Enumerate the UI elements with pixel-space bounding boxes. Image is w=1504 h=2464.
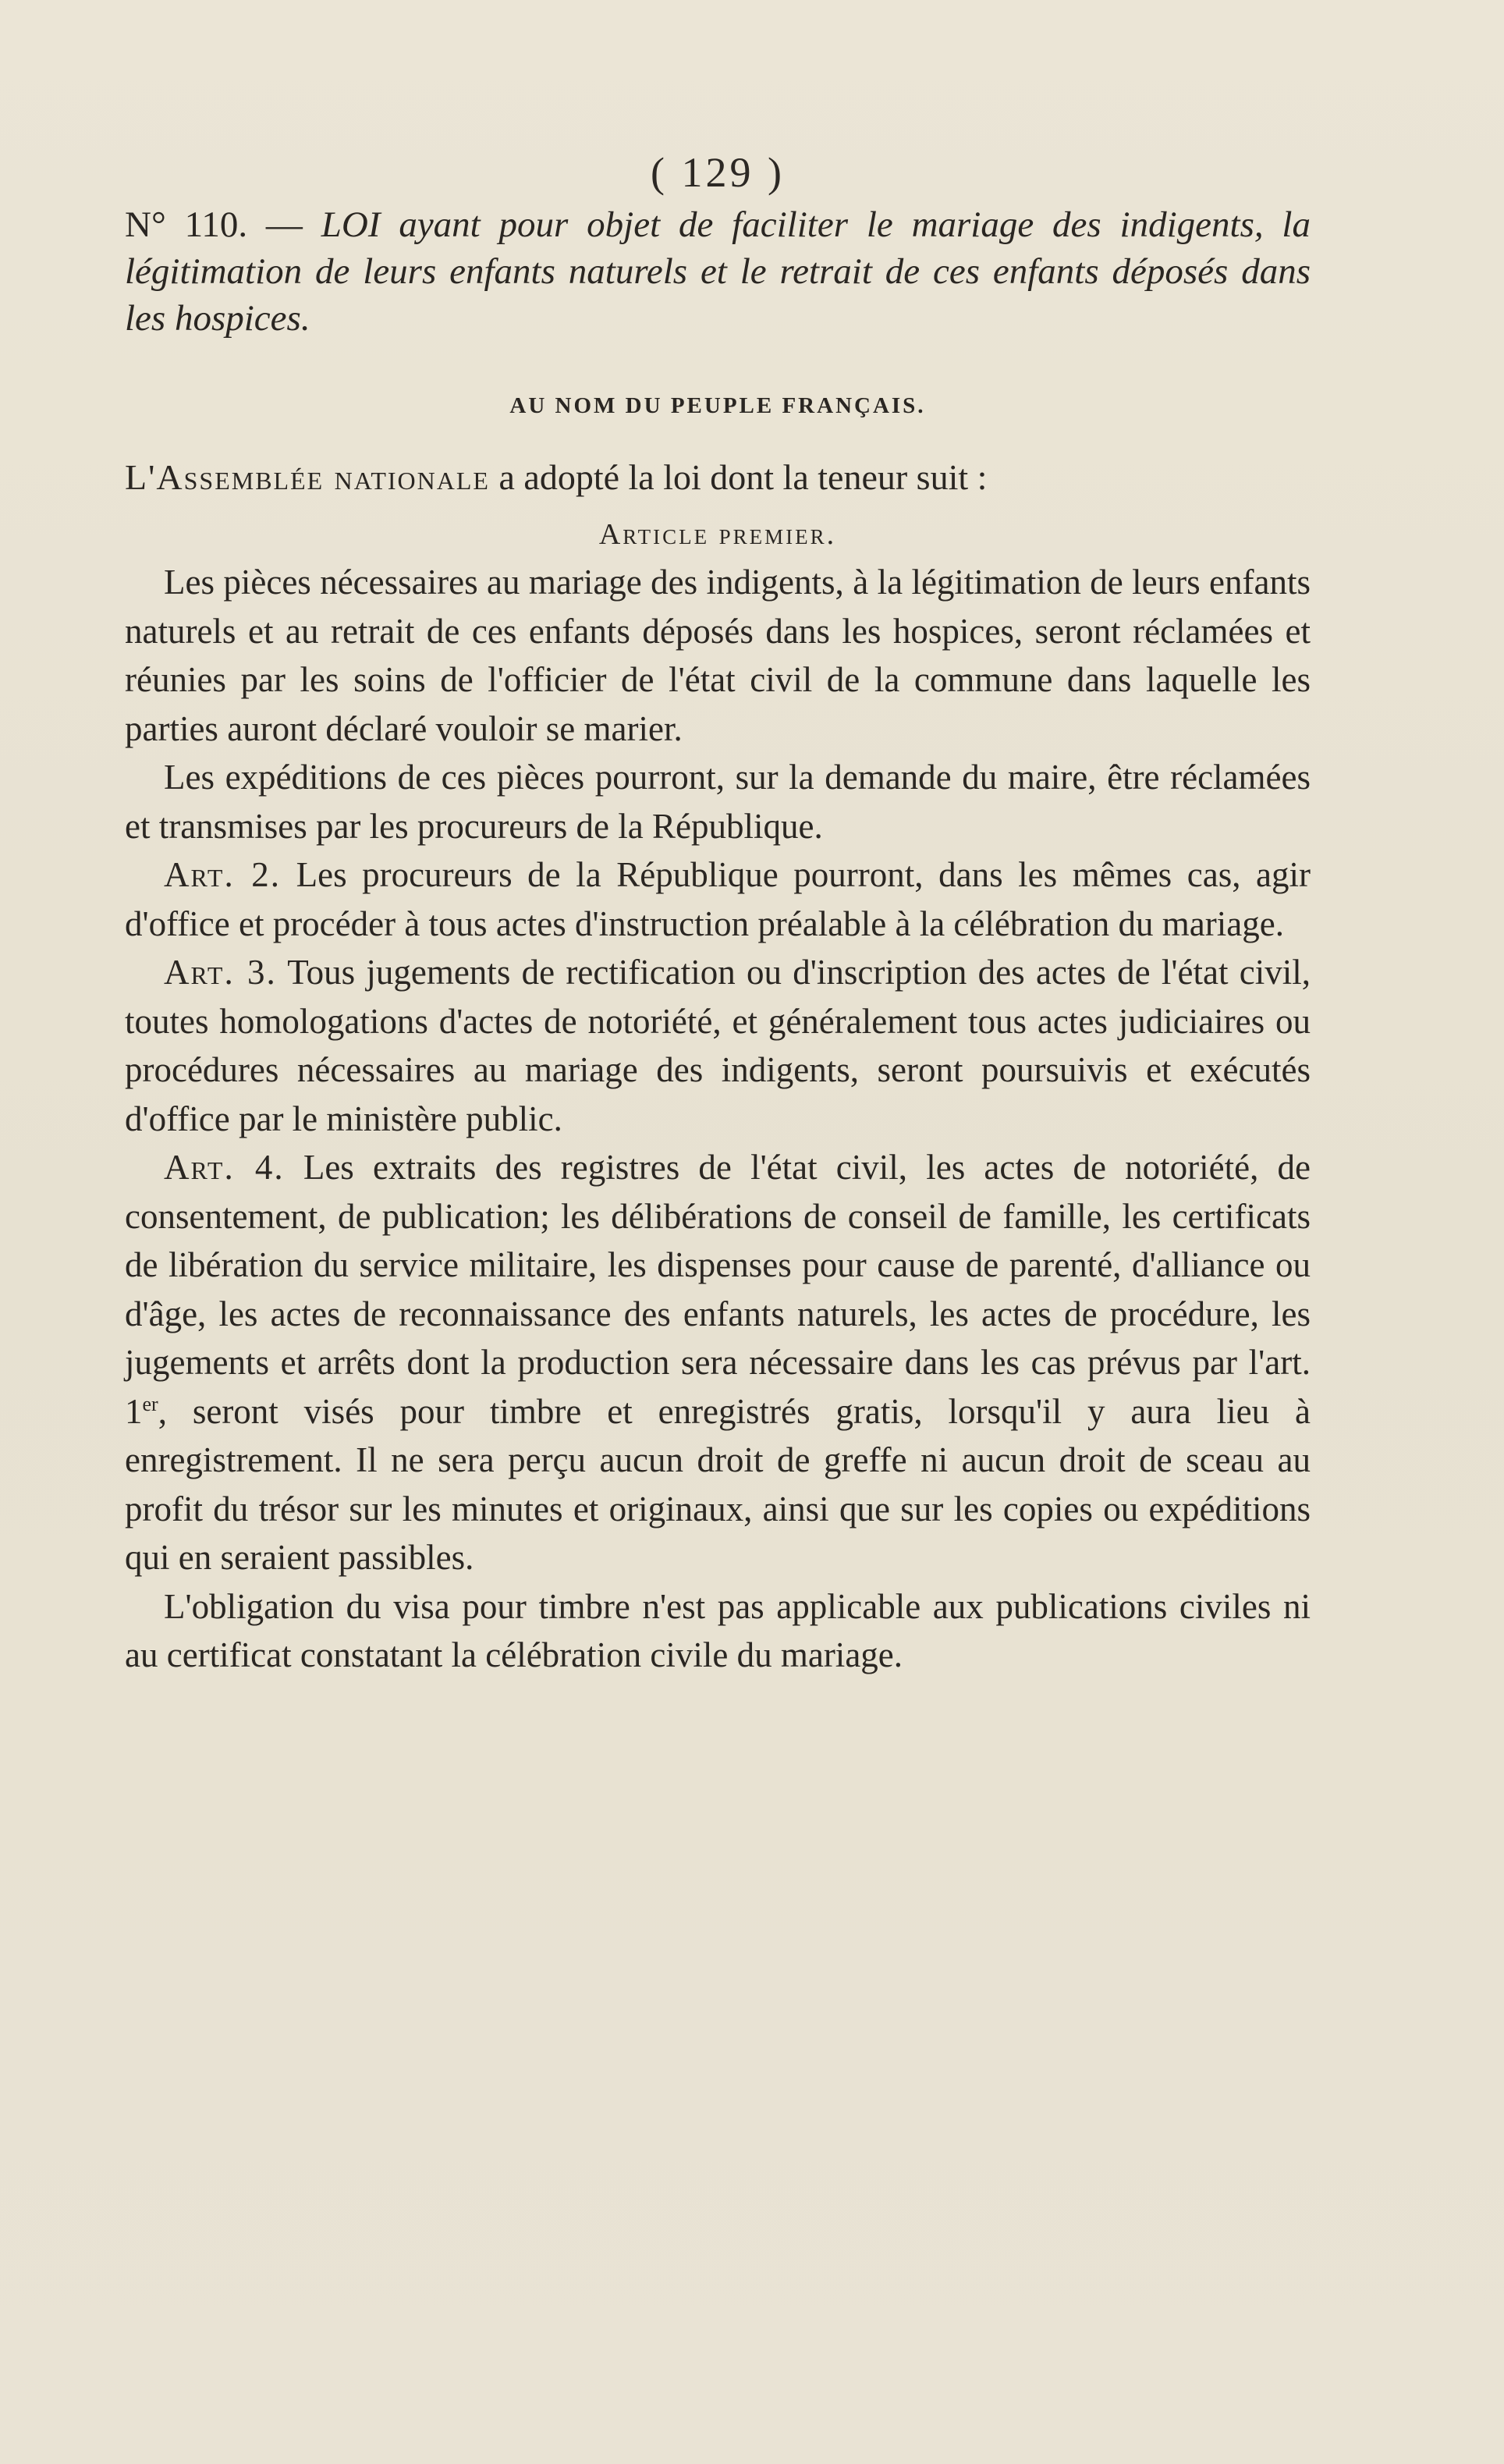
sub-header: AU NOM DU PEUPLE FRANÇAIS.	[509, 393, 926, 418]
page-content	[125, 148, 1311, 1680]
page-number: ( 129 )	[651, 149, 785, 196]
paragraph-article-4-b	[125, 1582, 1311, 1680]
paragraph-text: Les expéditions de ces pièces pourront, sur la demande du maire, être réclamées et transmises par les procureurs de la République.	[125, 758, 1311, 846]
paragraph-article-3	[125, 948, 1311, 1143]
article-label: Art. 4.	[164, 1148, 285, 1187]
law-heading	[125, 201, 1311, 342]
preamble-subject: L'Assemblée nationale	[125, 457, 490, 497]
paragraph-text: Tous jugements de rectification ou d'inscription des actes de l'état civil, toutes homologations d'actes de notoriété, et généralement tous actes judiciaires ou procédures nécessaires au mariage des indigents, seront poursuivis et exécutés d'office par le ministère public.	[125, 953, 1311, 1138]
preamble-text: a adopté la loi dont la teneur suit :	[489, 457, 988, 497]
law-title: LOI ayant pour objet de faciliter le mariage des indigents, la légitimation de leurs enfants naturels et le retrait de ces enfants déposés dans les hospices.	[125, 204, 1311, 339]
article-title: Article premier.	[598, 518, 837, 551]
paragraph-text: Les pièces nécessaires au mariage des indigents, à la légitimation de leurs enfants naturels et au retrait de ces enfants déposés dans les hospices, seront réclamées et réunies par les soins de l'officier de l'état civil de la commune dans laquelle les parties auront déclaré vouloir se marier.	[125, 563, 1311, 748]
preamble	[125, 455, 1311, 500]
paragraph-text: L'obligation du visa pour timbre n'est pas applicable aux publications civiles ni au certificat constatant la célébration civile du mariage.	[125, 1586, 1311, 1674]
paragraph-text-continued: , seront visés pour timbre et enregistrés gratis, lorsqu'il y aura lieu à enregistrement. Il ne sera perçu aucun droit de greffe ni aucun droit de sceau au profit du trésor sur les minutes et originaux, ainsi que sur les copies ou expéditions qui en seraient passibles.	[125, 1391, 1311, 1577]
paragraph-text: Les extraits des registres de l'état civil, les actes de notoriété, de consentement, de publication; les délibérations de conseil de famille, les certificats de libération du service militaire, les dispenses pour cause de parenté, d'alliance ou d'âge, les actes de reconnaissance des enfants naturels, les actes de procédure, les jugements et arrêts dont la production sera nécessaire dans les cas prévus par l'art. 1	[125, 1148, 1311, 1431]
law-number: N° 110. —	[125, 204, 303, 245]
paragraph-article-2	[125, 850, 1311, 948]
article-label: Art. 3.	[164, 953, 277, 992]
paragraph-article-4	[125, 1143, 1311, 1582]
paragraph-article-1-a	[125, 558, 1311, 753]
paragraph-text: Les procureurs de la République pourront, dans les mêmes cas, agir d'office et procéder à tous actes d'instruction préalable à la célébration du mariage.	[125, 855, 1311, 943]
paragraph-article-1-b	[125, 753, 1311, 850]
superscript-er: er	[142, 1392, 158, 1415]
article-label: Art. 2.	[164, 855, 282, 894]
